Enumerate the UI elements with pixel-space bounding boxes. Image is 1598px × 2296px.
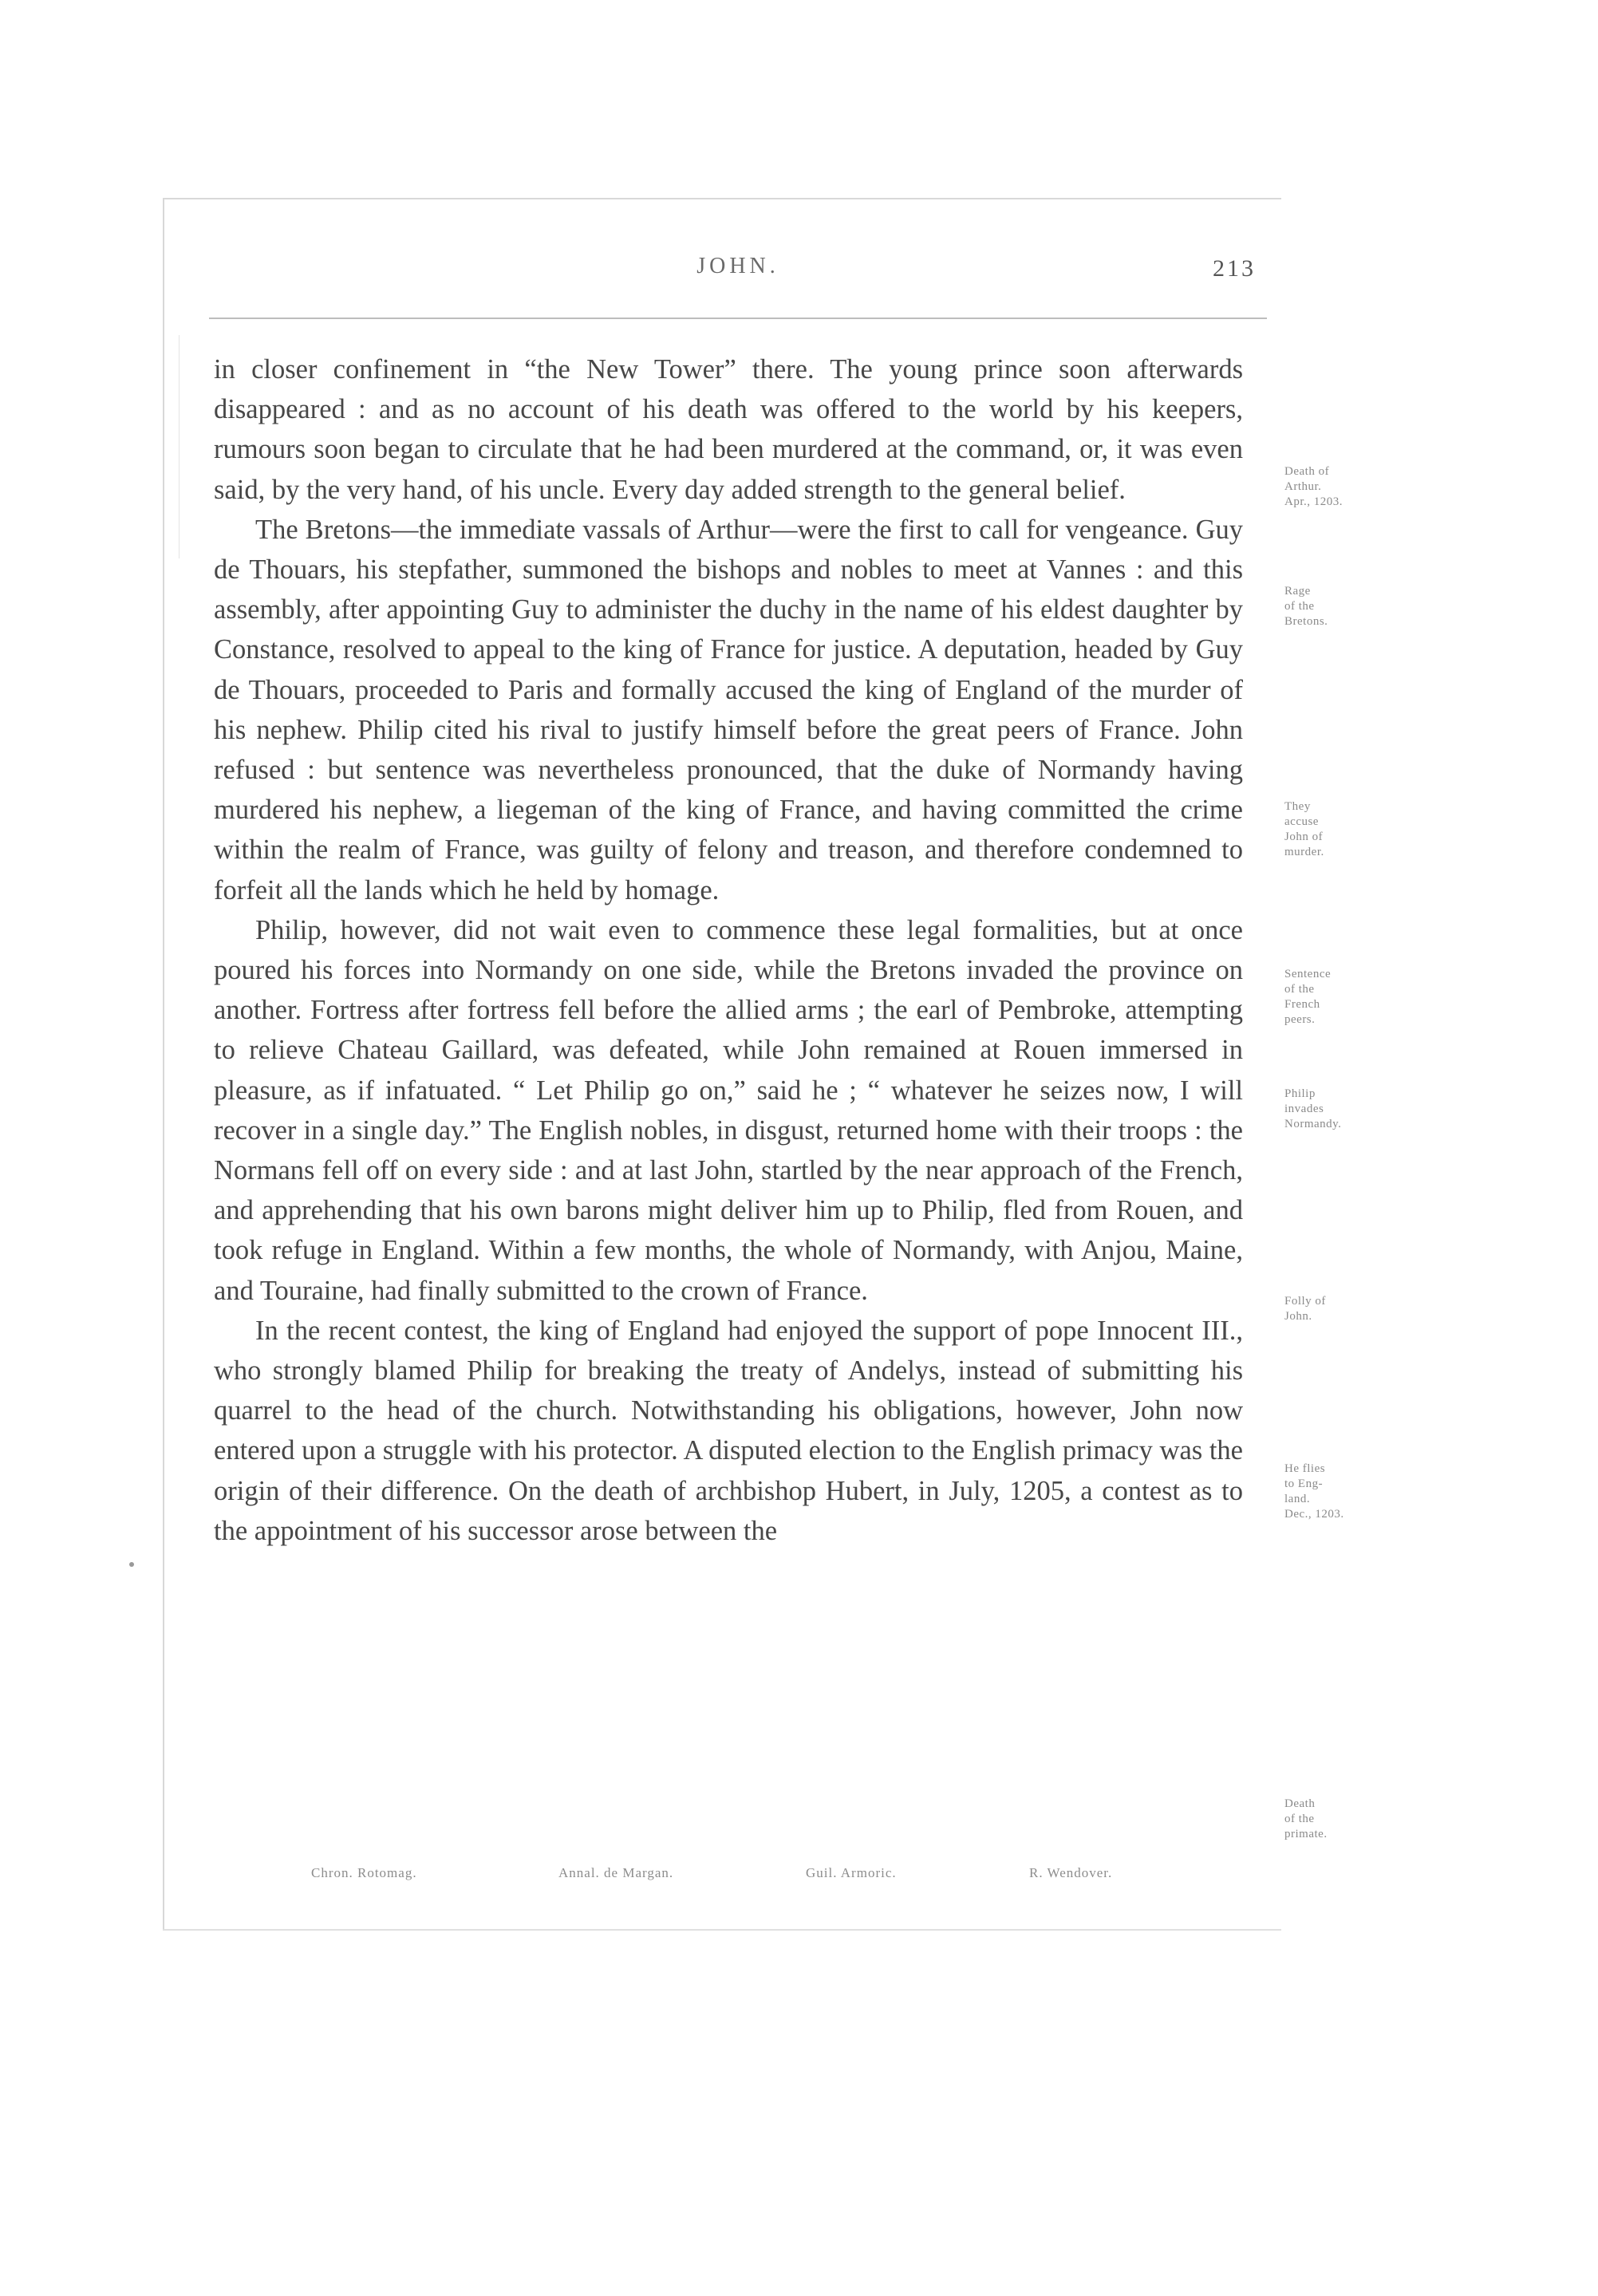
- marginal-note-rage-of-bretons: [1284, 584, 1404, 629]
- marginal-note-line: of the: [1284, 600, 1315, 613]
- page-number: 213: [1213, 255, 1256, 282]
- page-frame-bottom-rule: [163, 1929, 1281, 1931]
- marginal-note-line: Sentence: [1284, 968, 1332, 980]
- marginal-note-line: murder.: [1284, 846, 1324, 858]
- marginal-note-death-of-arthur: [1284, 464, 1404, 510]
- page-frame-top-rule: [163, 198, 1281, 199]
- marginal-note-line: to Eng-: [1284, 1477, 1324, 1490]
- marginal-note-line: of the: [1284, 983, 1315, 996]
- footnote-references: [311, 1865, 1269, 1889]
- marginal-note-flies-to-england: [1284, 1462, 1404, 1522]
- printer-mark: [129, 1562, 134, 1567]
- header-rule: [209, 318, 1267, 319]
- running-head: [209, 254, 1267, 286]
- marginal-note-line: Death: [1284, 1797, 1316, 1810]
- marginal-note-folly-of-john: [1284, 1294, 1404, 1324]
- footnote-ref: Chron. Rotomag.: [311, 1865, 417, 1880]
- marginal-note-line: Philip: [1284, 1087, 1316, 1100]
- running-title: JOHN.: [696, 254, 779, 278]
- marginal-note-line: primate.: [1284, 1828, 1328, 1840]
- marginal-note-line: Apr., 1203.: [1284, 495, 1343, 508]
- marginal-note-line: John.: [1284, 1310, 1312, 1323]
- marginal-note-line: French: [1284, 998, 1320, 1011]
- marginal-note-line: Bretons.: [1284, 615, 1328, 628]
- page-frame-inner-rule: [179, 335, 180, 558]
- footnote-ref: Guil. Armoric.: [806, 1865, 897, 1880]
- paragraph-4: In the recent contest, the king of England had enjoyed the support of pope Innocent III., who strongly blamed Philip for breaking the treaty of Andelys, instead of submitting his quarrel to the head of the church. Notwithstanding his obligations, however, John now entered upon a struggle with his protector. A disputed election to the English primacy was the origin of their difference. On the death of archbishop Hubert, in July, 1205, a contest as to the appointment of his successor arose between the: [214, 1315, 1243, 1546]
- marginal-note-line: They: [1284, 800, 1311, 813]
- marginal-note-line: Death of: [1284, 465, 1330, 478]
- marginal-note-line: He flies: [1284, 1462, 1326, 1475]
- page-frame-left-rule: [163, 198, 164, 1929]
- marginal-note-line: Rage: [1284, 585, 1311, 598]
- paragraph-2: The Bretons—the immediate vassals of Arthur—were the first to call for vengeance. Guy de Thouars, his stepfather, summoned the bishops and nobles to meet at Vannes : and this assembly, after appointing Guy to administer the duchy in the name of his eldest daughter by Constance, resolved to appeal to the king of France for justice. A deputation, headed by Guy de Thouars, proceeded to Paris and formally accused the king of England of the murder of his nephew. Philip cited his rival to justify himself before the great peers of France. John refused : but sentence was nevertheless pronounced, that the duke of Normandy having murdered his nephew, a liegeman of the king of France, and having committed the crime within the realm of France, was guilty of felony and treason, and therefore condemned to forfeit all the lands which he held by homage.: [214, 514, 1243, 905]
- marginal-note-line: Dec., 1203.: [1284, 1508, 1344, 1521]
- paragraph-3: Philip, however, did not wait even to commence these legal formalities, but at once poured his forces into Normandy on one side, while the Bretons invaded the province on another. Fortress after fortress fell before the allied arms ; the earl of Pembroke, attempting to relieve Chateau Gaillard, was defeated, while John remained at Rouen immersed in pleasure, as if infatuated. “ Let Philip go on,” said he ; “ whatever he seizes now, I will recover in a single day.” The English nobles, in disgust, returned home with their troops : the Normans fell off on every side : and at last John, startled by the near approach of the French, and apprehending that his own barons might deliver him up to Philip, fled from Rouen, and took refuge in England. Within a few months, the whole of Normandy, with Anjou, Maine, and Touraine, had finally submitted to the crown of France.: [214, 914, 1243, 1306]
- marginal-note-line: accuse: [1284, 815, 1319, 828]
- marginal-note-line: Folly of: [1284, 1295, 1326, 1308]
- paragraph-1: in closer confinement in “the New Tower” there. The young prince soon afterwards disappeared : and as no account of his death was offered to the world by his keepers, rumours soon began to circulate that he had been murdered at the command, or, it was even said, by the very hand, of his uncle. Every day added strength to the general belief.: [214, 354, 1243, 505]
- marginal-note-line: of the: [1284, 1813, 1315, 1825]
- marginal-note-line: invades: [1284, 1103, 1324, 1115]
- marginal-note-sentence: [1284, 967, 1404, 1028]
- body-text: [214, 349, 1243, 1551]
- marginal-note-death-of-primate: [1284, 1797, 1404, 1842]
- marginal-note-line: Arthur.: [1284, 480, 1322, 493]
- marginal-note-line: Normandy.: [1284, 1118, 1342, 1130]
- marginal-note-line: peers.: [1284, 1013, 1316, 1026]
- footnote-ref: Annal. de Margan.: [558, 1865, 674, 1880]
- marginal-note-line: John of: [1284, 830, 1324, 843]
- marginal-note-philip-invades: [1284, 1087, 1404, 1132]
- marginal-note-line: land.: [1284, 1493, 1311, 1505]
- marginal-note-accuse-john: [1284, 799, 1404, 860]
- footnote-ref: R. Wendover.: [1029, 1865, 1113, 1880]
